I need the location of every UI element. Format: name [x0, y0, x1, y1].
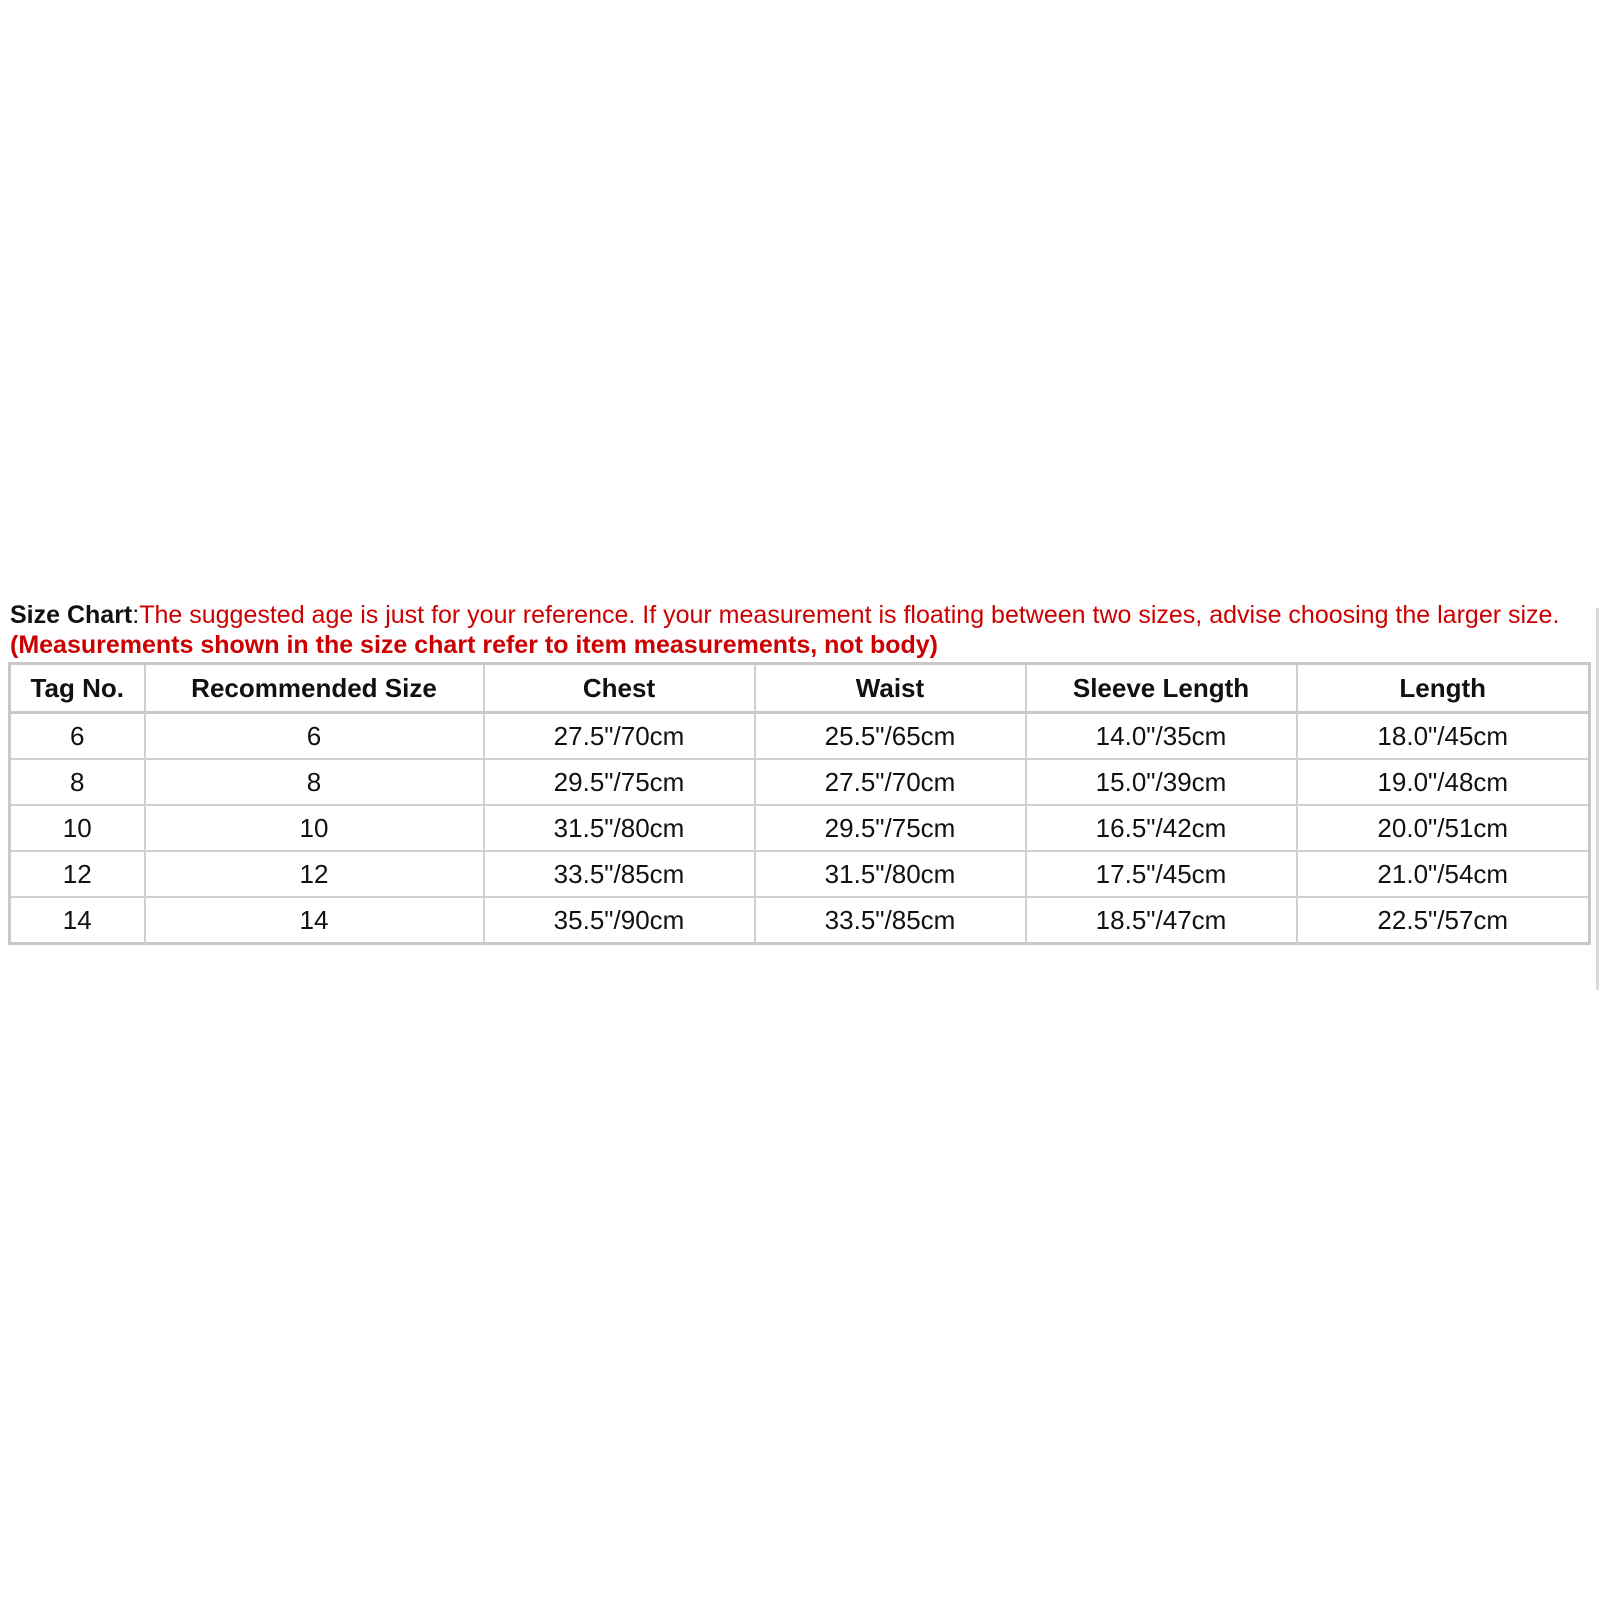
cell-waist: 31.5"/80cm — [755, 851, 1026, 897]
cell-chest: 31.5"/80cm — [484, 805, 755, 851]
cell-waist: 33.5"/85cm — [755, 897, 1026, 944]
cell-chest: 27.5"/70cm — [484, 713, 755, 760]
cell-sleeve-length: 14.0"/35cm — [1026, 713, 1297, 760]
cell-recommended-size: 10 — [145, 805, 484, 851]
cell-tag-no: 6 — [10, 713, 145, 760]
cell-length: 21.0"/54cm — [1297, 851, 1590, 897]
cell-tag-no: 12 — [10, 851, 145, 897]
cell-recommended-size: 12 — [145, 851, 484, 897]
cell-length: 18.0"/45cm — [1297, 713, 1590, 760]
right-edge-line — [1596, 608, 1599, 990]
cell-waist: 25.5"/65cm — [755, 713, 1026, 760]
table-row — [10, 851, 1590, 897]
cell-chest: 29.5"/75cm — [484, 759, 755, 805]
cell-chest: 35.5"/90cm — [484, 897, 755, 944]
cell-length: 19.0"/48cm — [1297, 759, 1590, 805]
header-length: Length — [1297, 664, 1590, 713]
table-row — [10, 713, 1590, 760]
header-tag-no: Tag No. — [10, 664, 145, 713]
table-header-row — [10, 664, 1590, 713]
cell-tag-no: 8 — [10, 759, 145, 805]
cell-sleeve-length: 18.5"/47cm — [1026, 897, 1297, 944]
cell-recommended-size: 6 — [145, 713, 484, 760]
cell-tag-no: 10 — [10, 805, 145, 851]
cell-recommended-size: 14 — [145, 897, 484, 944]
cell-waist: 27.5"/70cm — [755, 759, 1026, 805]
label-separator: : — [132, 601, 140, 629]
cell-length: 22.5"/57cm — [1297, 897, 1590, 944]
table-row — [10, 805, 1590, 851]
measurement-note: (Measurements shown in the size chart refer to item measurements, not body) — [10, 631, 938, 659]
header-chest: Chest — [484, 664, 755, 713]
header-recommended-size: Recommended Size — [145, 664, 484, 713]
intro-text: The suggested age is just for your reference. If your measurement is floating between two sizes, advise choosing the larger size. — [139, 601, 1560, 629]
size-chart — [8, 600, 1588, 945]
cell-waist: 29.5"/75cm — [755, 805, 1026, 851]
size-table — [8, 662, 1591, 945]
cell-sleeve-length: 17.5"/45cm — [1026, 851, 1297, 897]
header-sleeve-length: Sleeve Length — [1026, 664, 1297, 713]
size-chart-intro — [8, 600, 1588, 660]
cell-tag-no: 14 — [10, 897, 145, 944]
cell-length: 20.0"/51cm — [1297, 805, 1590, 851]
cell-sleeve-length: 15.0"/39cm — [1026, 759, 1297, 805]
table-row — [10, 759, 1590, 805]
table-row — [10, 897, 1590, 944]
cell-sleeve-length: 16.5"/42cm — [1026, 805, 1297, 851]
cell-chest: 33.5"/85cm — [484, 851, 755, 897]
size-chart-label: Size Chart — [10, 601, 133, 629]
cell-recommended-size: 8 — [145, 759, 484, 805]
header-waist: Waist — [755, 664, 1026, 713]
